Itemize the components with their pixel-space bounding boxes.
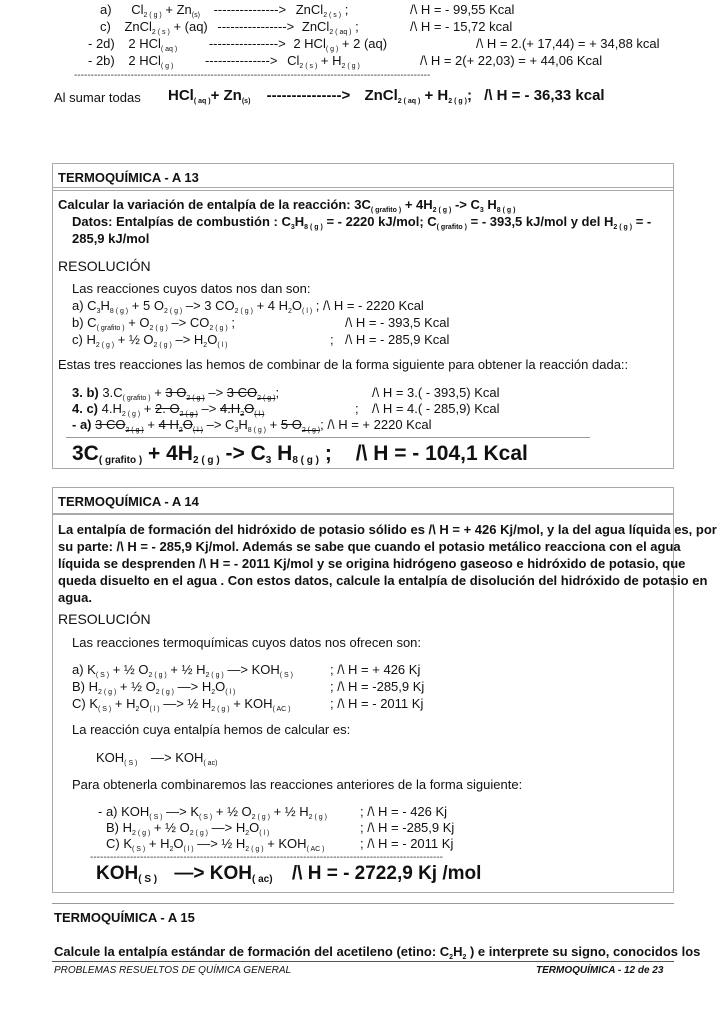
a14-reaction-b: B) $H_{2 ( g )}$ + ½ $O_{2 ( g )}$ —> $H_2O_{( l )}$: [72, 679, 236, 696]
a14-reaction-a: a) $K_{( S )}$ + ½ $O_{2 ( g )}$ + ½ $H_{2 ( g )}$ —> $KOH_{( S )}$: [72, 662, 293, 679]
a13-combo-1-dh: /\ H = 3.( - 393,5) Kcal: [372, 385, 500, 400]
a14-reaction-c: C) $K_{( S )} + H_2O_{( l )}$ —> ½ $H_{2 ( g )} + KOH_{( AC )}$: [72, 696, 291, 713]
a14-combo-2-dh: ; /\ H = -285,9 Kj: [360, 820, 455, 835]
summary-row-c-dh: /\ H = - 15,72 kcal: [410, 19, 513, 34]
footer-left: PROBLEMAS RESUELTOS DE QUÍMICA GENERAL: [54, 965, 292, 976]
a13-intro: Las reacciones cuyos datos nos dan son:: [72, 281, 311, 296]
a14-combo-1-dh: ; /\ H = - 426 Kj: [360, 804, 448, 819]
a13-reaction-b-dh: /\ H = - 393,5 Kcal: [345, 315, 450, 330]
summary-divider: -----------------------------------------------------------------------------------------------------------: [74, 70, 431, 81]
footer-rule: [52, 961, 674, 962]
a13-result-rule: [66, 437, 590, 438]
a13-reaction-b: b) $C_{( grafito )} + O_{2 ( g )} -> CO_{2 ( g )}$ ;: [72, 315, 235, 332]
a14-resolucion: RESOLUCIÓN: [58, 611, 151, 627]
summary-row-2b: - 2b) 2 HCl$_{( g )}$ ---------------> $Cl_{2 ( s )} + H_{2 ( g )}$: [88, 53, 360, 70]
summary-sum-label: Al sumar todas: [54, 90, 141, 105]
a14-combine-text: Para obtenerla combinaremos las reacciones anteriores de la forma siguiente:: [72, 777, 523, 792]
a13-question-line3: 285,9 kJ/mol: [72, 231, 150, 246]
a14-target-reaction: $KOH_{( S )}$ —> $KOH_{( ac)}$: [96, 750, 218, 767]
a13-reaction-c: c) $H_{2 ( g )}$ + ½ $O_{2 ( g )} -> H_2O_{( l )}$: [72, 332, 228, 349]
a13-combo-2-dh: /\ H = 4.( - 285,9) Kcal: [372, 401, 500, 416]
a13-reaction-c-dh: /\ H = - 285,9 Kcal: [345, 332, 450, 347]
a13-question-line1: Calcular la variación de entalpía de la reacción: $3C_{( grafito )} + 4H_{2 ( g )} -> C_3$ $H_{8 ( g )}$: [58, 197, 516, 214]
a14-title: TERMOQUÍMICA - A 14: [58, 494, 199, 509]
summary-row-2d-dh: /\ H = 2.(+ 17,44) = + 34,88 kcal: [476, 36, 660, 51]
a13-combo-2: 4. c) $4.H_{2 ( g )} + 2$. $O_{2 ( g )} -> 4.H_2O_{( l )}$: [72, 401, 265, 418]
summary-row-2d: - 2d) 2 HCl$_{( aq )}$ ----------------> 2 HCl$_{( g )}$ + 2 (aq): [88, 36, 388, 53]
a13-reaction-c-semi: ;: [330, 332, 334, 347]
a14-problem-line2: su parte: /\ H = - 285,9 Kj/mol. Además se sabe que cuando el potasio metálico reacciona con el agua: [58, 539, 681, 554]
a14-combo-3: C) $K_{( S )} + H_2O_{( l )}$ —> ½ $H_{2 ( g )} + KOH_{( AC )}$: [106, 836, 325, 853]
a14-problem-line4: queda disuelto en el agua . Con estos datos, calcule la entalpía de disolución del hidróxido de potasio en: [58, 573, 708, 588]
a13-combine-text: Estas tres reacciones las hemos de combinar de la forma siguiente para obtener la reacción dada::: [58, 357, 629, 372]
a14-combo-2: B) $H_{2 ( g )}$ + ½ $O_{2 ( g )}$ —> $H_2O_{( l )}$: [106, 820, 270, 837]
a13-question-line2: Datos: Entalpías de combustión : $C_3H_{8 ( g )}$ = - 2220 kJ/mol; $C_{( grafito )}$ = - 393,5 kJ/mol y del: [72, 214, 601, 231]
a15-title: TERMOQUÍMICA - A 15: [54, 910, 195, 925]
a14-problem-line1: La entalpía de formación del hidróxido de potasio sólido es /\ H = + 426 Kj/mol, y la del agua líquida es, por: [58, 522, 717, 537]
a15-top-rule: [52, 903, 674, 904]
a14-reaction-c-dh: ; /\ H = - 2011 Kj: [330, 696, 424, 711]
a14-combo-1: - a) $KOH_{( S )}$ —> $K_{( S )}$ + ½ $O_{2 ( g )}$ + ½ $H_{2 ( g )}$: [98, 804, 327, 821]
a14-problem-line3: líquida se desprenden /\ H = - 2011 Kj/mol y se origina hidrógeno gaseoso e hidróxido de potasio, que: [58, 556, 686, 571]
a13-question-line2-end: $H_{2 ( g )}$ = -: [604, 214, 652, 231]
a13-combo-3: - a) 3 $CO_{2 ( g )} + 4$ $H_2O_{( l )} -> C_3H_{8 ( g )} + 5$ $O_{2 ( g )}$; /\ H = + 2220 Kcal: [72, 417, 432, 434]
a14-result-equation: $KOH_{( S )}$ —> $KOH_{( ac)}$ /\ H = - 2722,9 Kj /mol: [96, 863, 482, 885]
a13-reaction-a: a) $C_3H_{8 ( g )} + 5$ $O_{2 ( g )} -> 3$ $CO_{2 ( g )} + 4$ $H_2O_{( l )}$ ; /\ H = - 2220 Kcal: [72, 298, 424, 315]
a14-reaction-b-dh: ; /\ H = -285,9 Kj: [330, 679, 425, 694]
summary-row-c: c) ZnCl$_{2 ( s )}$ + (aq) ----------------> ZnCl$_{2 ( aq )}$ ;: [100, 19, 359, 36]
a14-target-intro: La reacción cuya entalpía hemos de calcular es:: [72, 722, 351, 737]
summary-sum-equation: $HCl_{( aq )}+ Zn_{(s)}$ ---------------> ZnCl$_{2 ( aq )}$ + $H_{2 ( g )}$; /\ H = - 36,33 kcal: [168, 87, 605, 105]
a14-combo-3-dh: ; /\ H = - 2011 Kj: [360, 836, 454, 851]
a13-result-equation: $3C_{( grafito )} + 4H_{2 ( g )} -> C_3$ $H_{8 ( g )}$ ; /\ H = - 104,1 Kcal: [72, 442, 528, 466]
a13-combo-1: 3. b) $3.C_{( grafito )} + 3$ $O_{2 ( g )} -> 3$ $CO_{2 ( g )}$;: [72, 385, 280, 402]
a14-reaction-a-dh: ; /\ H = + 426 Kj: [330, 662, 421, 677]
a13-combo-2-semi: ;: [355, 401, 359, 416]
summary-row-a-dh: /\ H = - 99,55 Kcal: [410, 2, 515, 17]
a13-resolucion: RESOLUCIÓN: [58, 258, 151, 274]
a14-intro: Las reacciones termoquímicas cuyos datos nos ofrecen son:: [72, 635, 422, 650]
a15-problem-line1: Calcule la entalpía estándar de formación del acetileno (etino: $C_2H_2$ ) e interprete su signo, conocidos los: [54, 944, 701, 961]
summary-row-2b-dh: /\ H = 2(+ 22,03) = + 44,06 Kcal: [420, 53, 603, 68]
a14-problem-line5: agua.: [58, 590, 92, 605]
a13-title: TERMOQUÍMICA - A 13: [58, 170, 199, 185]
summary-row-a: a) $Cl_{2 ( g )} + Zn_{(s)}$ ---------------> ZnCl$_{2 ( s )}$ ;: [100, 2, 349, 19]
footer-right: TERMOQUÍMICA - 12 de 23: [536, 965, 664, 976]
a14-divider: ----------------------------------------------------------------------------------------------------------: [90, 852, 443, 863]
